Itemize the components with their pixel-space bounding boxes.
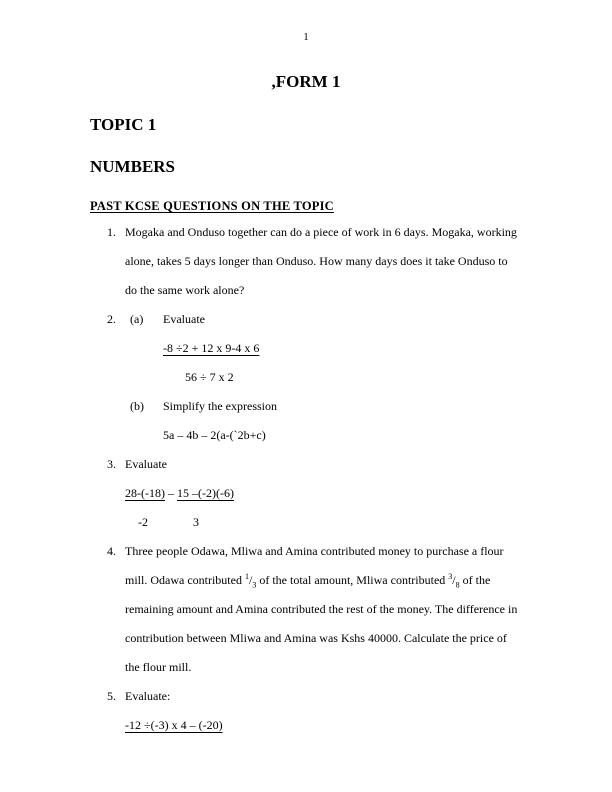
question-2b-label: (b) (130, 399, 144, 413)
question-3-body (125, 450, 612, 537)
question-1-text-line: alone, takes 5 days longer than Onduso. How many days does it take Onduso to (125, 254, 508, 268)
question-4-text-line: contribution between Mliwa and Amina was Kshs 40000. Calculate the price of (125, 631, 507, 645)
question-2b-expression: 5a – 4b – 2(a-(`2b+c) (163, 428, 266, 442)
question-4-text-line: remaining amount and Amina contributed the rest of the money. The difference in (125, 602, 518, 616)
question-5 (107, 682, 612, 740)
question-1-text-line: do the same work alone? (125, 283, 245, 297)
question-2a-fraction-denominator: 56 ÷ 7 x 2 (185, 370, 234, 384)
question-2b-row (125, 392, 612, 421)
question-4-fraction2-numerator: 3 (448, 572, 453, 581)
question-list (0, 218, 612, 740)
question-4-text-line: the flour mill. (125, 660, 192, 674)
question-2a-instruction: Evaluate (163, 312, 205, 326)
question-4-fraction1-denominator: 3 (252, 580, 257, 590)
question-2a-label: (a) (130, 312, 144, 326)
question-4-fraction2-denominator: 8 (455, 580, 460, 590)
question-2b-instruction: Simplify the expression (163, 399, 277, 413)
question-5-instruction: Evaluate: (125, 689, 171, 703)
question-3-numerator-row (125, 479, 612, 508)
question-2a-row (125, 305, 612, 334)
question-4-line2-pre: mill. Odawa contributed (125, 573, 245, 587)
question-3-fraction1-numerator: 28-(-18) (125, 486, 165, 500)
question-3-operator: – (167, 486, 174, 500)
question-1-body (125, 218, 612, 305)
question-1-number: 1. (107, 225, 116, 239)
question-4-fraction1-slash: / (248, 573, 253, 587)
question-5-expression: -12 ÷(-3) x 4 – (-20) (125, 718, 223, 732)
question-1 (107, 218, 612, 305)
question-4 (107, 537, 612, 682)
question-3-instruction: Evaluate (125, 457, 167, 471)
question-4-fraction2-slash: / (452, 573, 456, 587)
question-4-line2-post: of the (459, 573, 491, 587)
topic-heading: TOPIC 1 (90, 115, 157, 134)
question-2-body (125, 305, 612, 450)
question-4-text-line: Three people Odawa, Mliwa and Amina contributed money to purchase a flour (125, 544, 504, 558)
question-2 (107, 305, 612, 450)
page-number: 1 (303, 31, 309, 43)
question-2a-fraction-numerator: -8 ÷2 + 12 x 9-4 x 6 (163, 341, 260, 355)
question-4-line2-mid: of the total amount, Mliwa contributed (256, 573, 449, 587)
question-2-number: 2. (107, 312, 116, 326)
section-heading: PAST KCSE QUESTIONS ON THE TOPIC (90, 199, 334, 213)
question-5-number: 5. (107, 689, 116, 703)
document-title: ,FORM 1 (271, 72, 341, 91)
question-4-number: 4. (107, 544, 116, 558)
question-4-text-line (125, 566, 612, 595)
question-3 (107, 450, 612, 537)
question-1-text-line: Mogaka and Onduso together can do a piece of work in 6 days. Mogaka, working (125, 225, 517, 239)
question-3-denominator-row (125, 508, 612, 537)
question-3-fraction2-numerator: 15 –(-2)(-6) (176, 486, 234, 500)
question-5-body (125, 682, 612, 740)
question-4-body (125, 537, 612, 682)
question-3-number: 3. (107, 457, 116, 471)
subject-heading: NUMBERS (90, 157, 176, 176)
question-4-fraction1-numerator: 1 (244, 572, 249, 581)
question-3-fraction1-denominator: -2 (138, 515, 148, 529)
question-3-fraction2-denominator: 3 (193, 515, 199, 529)
